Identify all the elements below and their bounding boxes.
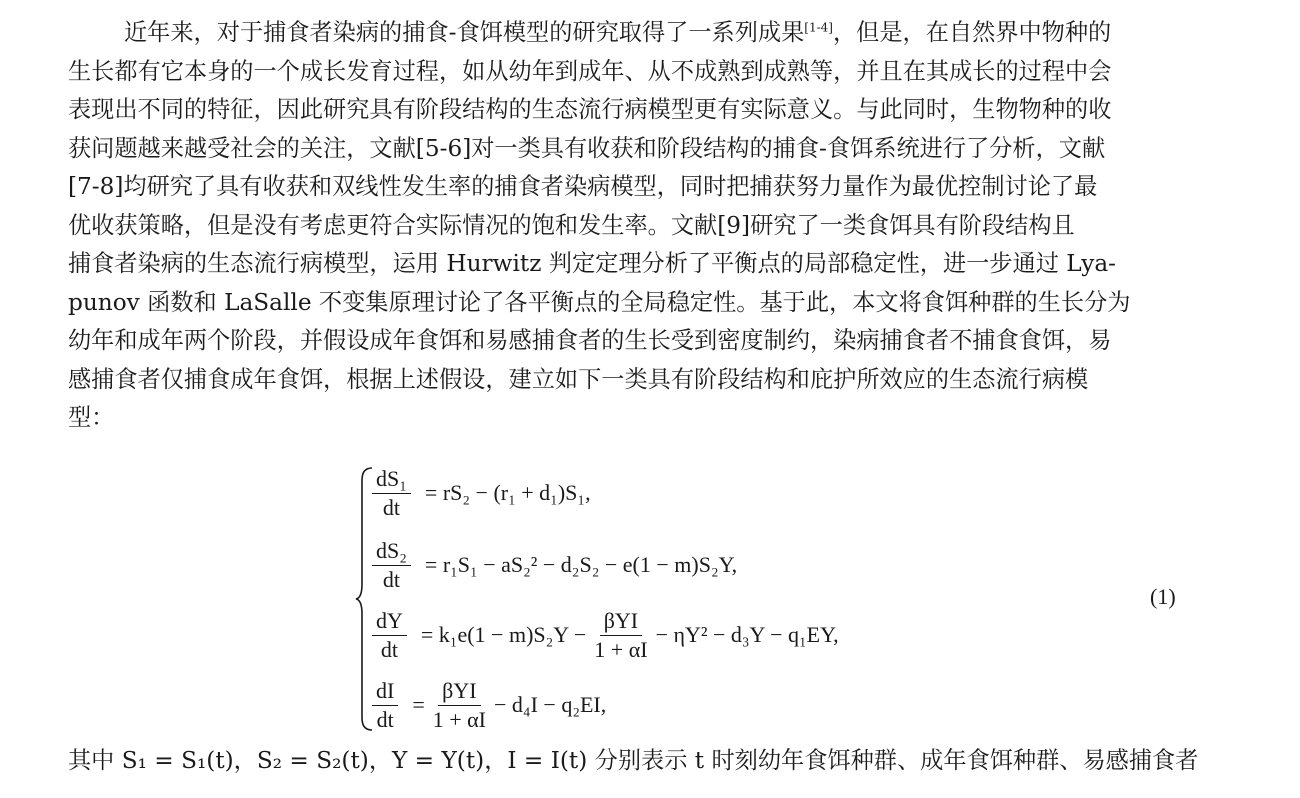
equation-2: $\frac{\text{dS₂}}{dt}$ = r₁S₁ − aS₂² − d₂S₂ − e(1 − m)S₂Y, bbox=[368, 534, 737, 596]
derivative-fraction: $\frac{dY}{dt}$ bbox=[372, 609, 407, 662]
paragraph-line: [7-8]均研究了具有收获和双线性发生率的捕食者染病模型，同时把捕获努力量作为最优控制讨论了最 bbox=[68, 173, 1098, 200]
equation-4: $\frac{dI}{dt}$ = $\frac{\text{βYI}}{1 + \alpha I}$ − d₄I − q₂EI, bbox=[368, 674, 606, 736]
bottom-text-line: 其中 S₁ = S₁(t)，S₂ = S₂(t)，Y = Y(t)，I = I(t) 分别表示 t 时刻幼年食饵种群、成年食饵种群、易感捕食者 bbox=[68, 747, 1199, 774]
equation-system bbox=[354, 458, 974, 740]
derivative-fraction: $\frac{\text{dS₁}}{dt}$ bbox=[372, 467, 411, 520]
paragraph-line: 生长都有它本身的一个成长发育过程，如从幼年到成年、从不成熟到成熟等，并且在其成长的过程中会 bbox=[68, 57, 1112, 85]
body-paragraph bbox=[68, 14, 1248, 438]
paragraph-line: 优收获策略，但是没有考虑更符合实际情况的饱和发生率。文献[9]研究了一类食饵具有阶段结构且 bbox=[68, 211, 1075, 239]
paragraph-line: 表现出不同的特征，因此研究具有阶段结构的生态流行病模型更有实际意义。与此同时，生物物种的收 bbox=[68, 96, 1112, 123]
paragraph-line: punov 函数和 LaSalle 不变集原理讨论了各平衡点的全局稳定性。基于此，本文将食饵种群的生长分为 bbox=[68, 288, 1131, 316]
equation-number: (1) bbox=[1150, 584, 1176, 609]
derivative-fraction: $\frac{dI}{dt}$ bbox=[372, 679, 398, 732]
equation-1: $\frac{\text{dS₁}}{dt}$ = rS₂ − (r₁ + d₁)S₁, bbox=[368, 462, 591, 524]
paragraph-line: 感捕食者仅捕食成年食饵，根据上述假设，建立如下一类具有阶段结构和庇护所效应的生态流行病模 bbox=[68, 365, 1089, 393]
paragraph-line: 捕食者染病的生态流行病模型，运用 Hurwitz 判定定理分析了平衡点的局部稳定性，进一步通过 Lya- bbox=[68, 250, 1117, 277]
incidence-fraction: $\frac{\text{βYI}}{1 + \alpha I}$ bbox=[432, 677, 487, 732]
paragraph-line: 获问题越来越受社会的关注，文献[5-6]对一类具有收获和阶段结构的捕食-食饵系统进行了分析，文献 bbox=[68, 134, 1106, 162]
incidence-fraction: $\frac{\text{βYI}}{1 + \alpha I}$ bbox=[594, 607, 648, 662]
paragraph-line: 近年来，对于捕食者染病的捕食-食饵模型的研究取得了一系列成果[1-4]，但是，在自然界中物种的 bbox=[124, 19, 1112, 46]
equation-3: $\frac{dY}{dt}$ = k₁e(1 − m)S₂Y − $\frac{\text{βYI}}{1 + \alpha I}$ − ηY² − d₃Y − q₁EY, bbox=[368, 604, 839, 666]
paragraph-line: 型： bbox=[68, 404, 115, 431]
derivative-fraction: $\frac{\text{dS₂}}{dt}$ bbox=[372, 539, 411, 592]
paragraph-line: 幼年和成年两个阶段，并假设成年食饵和易感捕食者的生长受到密度制约，染病捕食者不捕食食饵，易 bbox=[68, 327, 1112, 354]
citation-ref: [1-4] bbox=[804, 20, 833, 35]
